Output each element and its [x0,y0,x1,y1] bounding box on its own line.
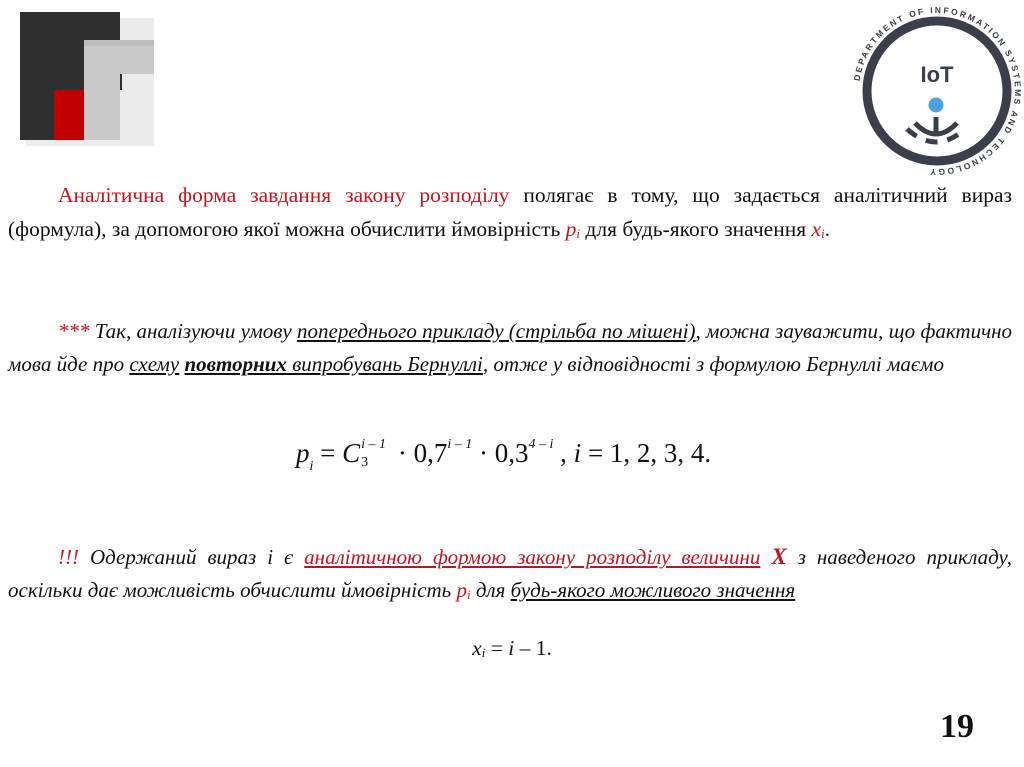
bernoulli-formula: $p_i = C$ i – 1 3 · $0,7^{i - 1} \cdot 0,3^{4 - i}$ , i = 1, 2, 3, 4. [296,436,712,475]
iot-department-logo [851,5,1023,177]
svg-text:DEPARTMENT OF INFORMATION SYST: DEPARTMENT OF INFORMATION SYSTEMS AND TECHNOLOGY [851,5,1023,177]
exclamation-marker: !!! [58,545,79,569]
example-paragraph: *** Так, аналізуючи умову попереднього прикладу (стрільба по мішені), можна зауважити, що фактично мова йде про схему повторних випробувань Бернуллі, отже у відповідності з формулою Бернуллі маємо [8,319,1012,376]
definition-paragraph: Аналітична форма завдання закону розподілу полягає в тому, що задається аналітичний вираз (формула), за допомогою якої можна обчислити ймовірність pi для будь-якого значення xi. [8,183,1012,241]
page-number: 19 [940,708,974,745]
xi-formula: xi = i – 1. [472,636,552,660]
stars-marker: *** [58,319,90,343]
variable-X: X [771,544,787,569]
conclusion-paragraph: !!! Одержаний вираз і є аналітичною формою закону розподілу величини X з наведеного прикладу, оскільки дає можливість обчислити ймовірність pi для будь-якого можливого значення [8,544,1012,602]
svg-text:IoT: IoT [920,62,954,87]
previous-example-link: попереднього прикладу (стрільба по мішені) [297,319,696,343]
fit-logo [20,12,154,146]
definition-highlight: Аналітична форма завдання закону розподілу [58,183,510,207]
